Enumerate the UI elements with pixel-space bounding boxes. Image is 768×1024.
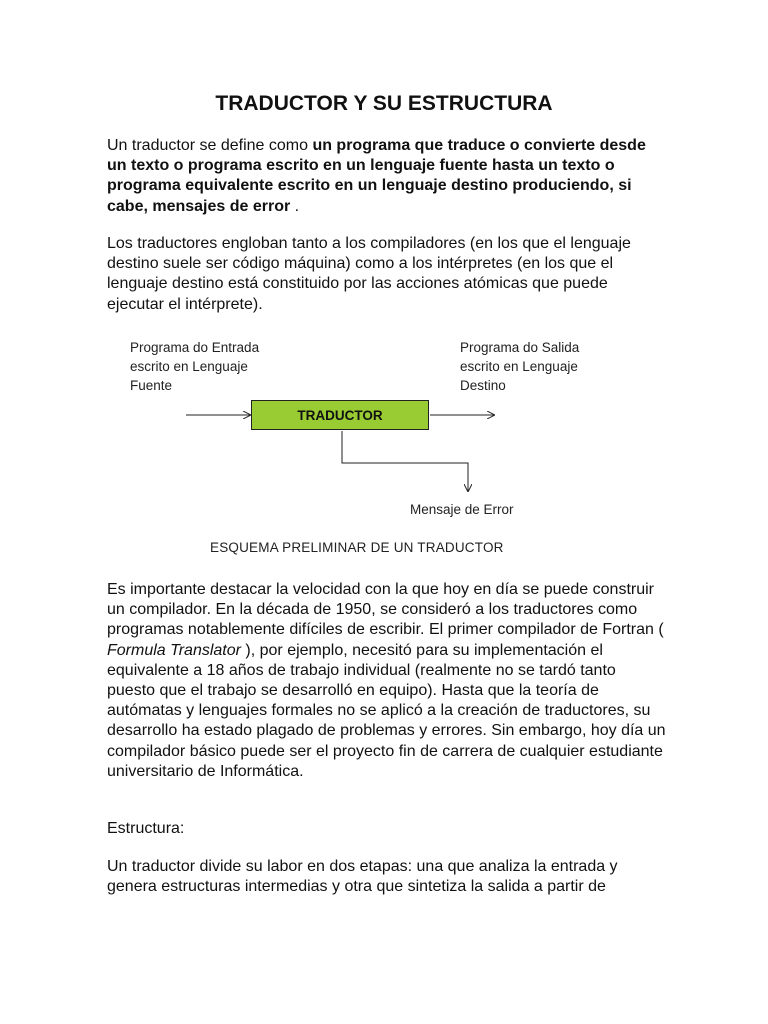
page-title: TRADUCTOR Y SU ESTRUCTURA xyxy=(215,92,553,115)
translators-paragraph: Los traductores engloban tanto a los compiladores (en los que el lenguaje destino suele ser código máquina) como a los intérpretes (en los que el lenguaje destino está constituido por las acciones atómicas que puede ejecutar el intérprete). xyxy=(107,235,631,313)
diagram-arrows xyxy=(0,330,768,570)
error-arrow xyxy=(342,431,468,491)
history-part1: Es importante destacar la velocidad con la que hoy en día se puede construir un compilador. En la década de 1950, se consideró a los traductores como programas notablemente difíciles de escribir. El primer compilador de Fortran ( xyxy=(107,581,664,639)
definition-prefix: Un traductor se define como xyxy=(107,137,313,154)
history-italic: Formula Translator xyxy=(107,641,241,659)
history-paragraph xyxy=(107,580,667,782)
translator-box: TRADUCTOR xyxy=(251,400,429,430)
error-message-label: Mensaje de Error xyxy=(410,502,514,517)
diagram-caption: ESQUEMA PRELIMINAR DE UN TRADUCTOR xyxy=(210,540,504,555)
definition-suffix: . xyxy=(290,197,300,215)
definition-bold: un programa que traduce o convierte desde un texto o programa escrito en un lenguaje fuente hasta un texto o programa equivalente escrito en un lenguaje destino produciendo, si cabe, mensajes de error xyxy=(107,137,646,215)
definition-paragraph xyxy=(107,136,667,217)
structure-paragraph: Un traductor divide su labor en dos etapas: una que analiza la entrada y genera estructuras intermedias y otra que sintetiza la salida a partir de xyxy=(107,858,618,896)
history-part2: ), por ejemplo, necesitó para su implementación el equivalente a 18 años de trabajo individual (realmente no se tardó tanto puesto que el trabajo se desarrolló en equipo). Hasta que la teoría de autómatas y lenguajes formales no se aplicó a la creación de traductores, su desarrollo ha estado plagado de problemas y errores. Sin embargo, hoy día un compilador básico puede ser el proyecto fin de carrera de cualquier estudiante universitario de Informática. xyxy=(107,641,666,780)
translator-diagram xyxy=(0,330,768,570)
structure-heading: Estructura: xyxy=(107,820,185,837)
output-program-label: Programa do Salida escrito en Lenguaje Destino xyxy=(460,340,580,393)
input-program-label: Programa do Entrada escrito en Lenguaje Fuente xyxy=(130,340,260,393)
